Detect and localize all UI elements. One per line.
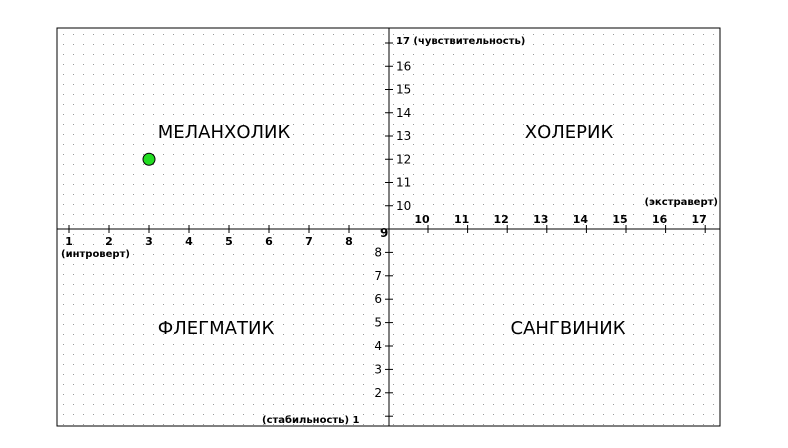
- y-top-label: 17 (чувствительность): [396, 36, 526, 47]
- y-tick-label-16: 16: [396, 59, 412, 74]
- data-point-1: [143, 153, 155, 165]
- x-tick-label-16: 16: [651, 213, 668, 226]
- quadrant-top-left: МЕЛАНХОЛИК: [157, 122, 291, 143]
- data-points: [143, 153, 155, 165]
- y-tick-label-13: 13: [396, 129, 412, 143]
- x-right-label: (экстраверт): [644, 197, 718, 208]
- x-tick-label-4: 4: [185, 235, 193, 248]
- y-tick-label-8: 8: [374, 245, 382, 260]
- y-tick-label-5: 5: [374, 315, 382, 330]
- y-tick-label-3: 3: [374, 362, 382, 377]
- x-tick-label-6: 6: [265, 235, 273, 248]
- y-tick-label-2: 2: [374, 385, 382, 400]
- x-left-label: (интроверт): [61, 249, 130, 260]
- x-tick-label-14: 14: [572, 213, 589, 226]
- quadrant-bottom-left: ФЛЕГМАТИК: [157, 318, 275, 339]
- center-label: 9: [380, 226, 389, 240]
- y-tick-label-10: 10: [396, 198, 412, 213]
- x-tick-label-7: 7: [305, 235, 313, 248]
- y-tick-label-6: 6: [374, 292, 382, 307]
- x-tick-label-5: 5: [225, 235, 233, 248]
- y-bottom-label: (стабильность) 1: [262, 415, 360, 426]
- quadrant-top-right: ХОЛЕРИК: [524, 122, 614, 143]
- y-tick-label-14: 14: [396, 105, 412, 120]
- y-tick-label-12: 12: [396, 152, 412, 167]
- x-tick-label-15: 15: [612, 213, 628, 226]
- x-tick-label-17: 17: [691, 213, 707, 226]
- x-tick-label-12: 12: [493, 213, 509, 226]
- y-tick-label-15: 15: [396, 82, 412, 97]
- quadrant-bottom-right: САНГВИНИК: [510, 318, 626, 339]
- x-tick-label-11: 11: [453, 213, 470, 226]
- y-tick-label-11: 11: [396, 175, 412, 190]
- x-tick-label-2: 2: [105, 235, 113, 248]
- x-tick-label-8: 8: [345, 235, 353, 248]
- x-tick-label-3: 3: [145, 235, 153, 248]
- y-tick-label-4: 4: [374, 339, 382, 353]
- x-tick-label-1: 1: [65, 235, 73, 248]
- y-tick-label-7: 7: [374, 268, 382, 283]
- x-tick-label-13: 13: [533, 213, 549, 226]
- x-tick-label-10: 10: [414, 213, 430, 226]
